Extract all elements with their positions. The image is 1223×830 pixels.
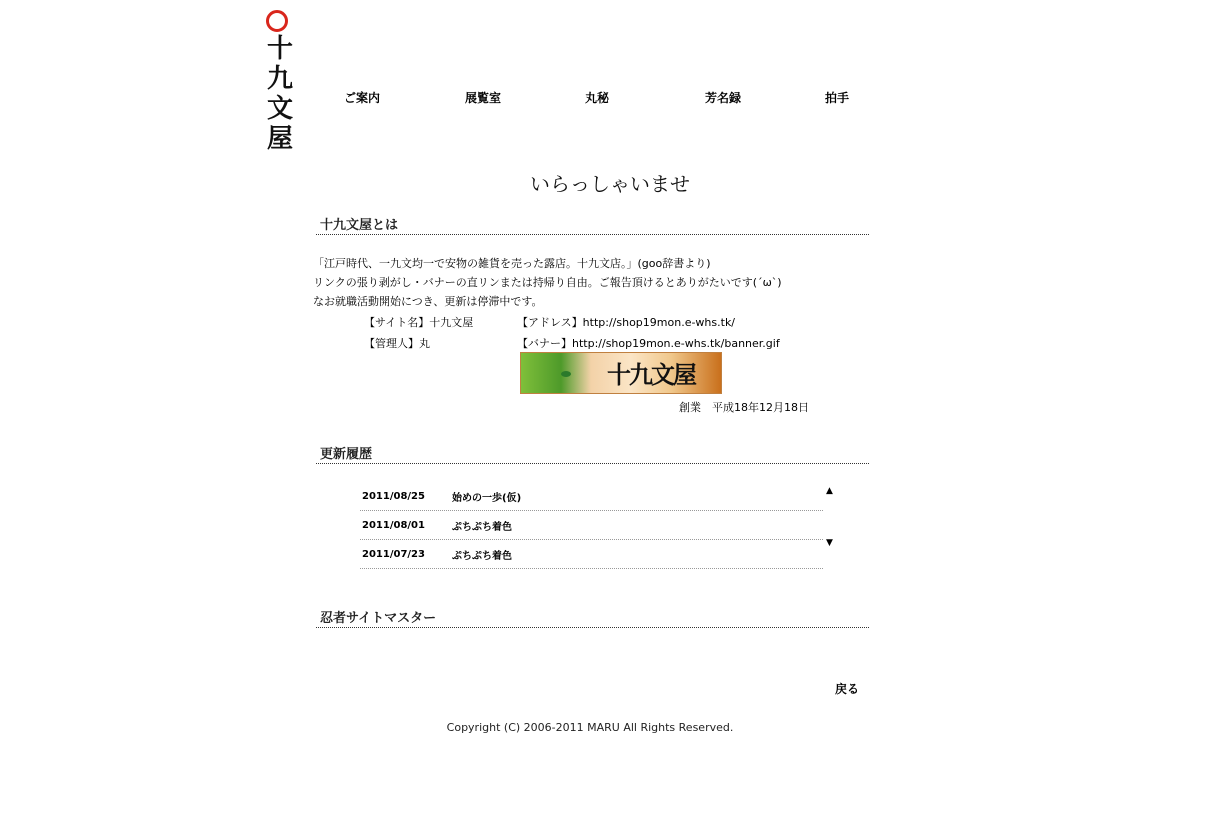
section-about-heading: 十九文屋とは	[316, 214, 869, 235]
nav-clap[interactable]: 拍手	[825, 91, 850, 105]
section-ninja-heading: 忍者サイトマスター	[316, 607, 869, 628]
scroll-down-icon[interactable]: ▼	[826, 538, 833, 548]
update-text: ぷちぷち着色	[452, 521, 512, 533]
intro-text	[313, 254, 782, 311]
update-history-list[interactable]	[360, 482, 823, 562]
nav-guestbook[interactable]: 芳名録	[705, 91, 742, 105]
back-link[interactable]: 戻る	[835, 682, 860, 696]
scroll-up-icon[interactable]: ▲	[826, 486, 833, 496]
site-banner-image[interactable]	[520, 352, 722, 394]
info-address: 【アドレス】http://shop19mon.e-whs.tk/	[517, 316, 736, 329]
info-site-name: 【サイト名】十九文屋	[364, 316, 474, 329]
intro-line: リンクの張り剥がし・バナーの直リンまたは持帰り自由。ご報告頂けるとありがたいです(´ω`)	[313, 276, 782, 289]
update-date: 2011/08/25	[362, 490, 425, 502]
update-date: 2011/08/01	[362, 519, 425, 531]
update-row	[360, 511, 823, 540]
banner-title: 十九文屋	[607, 360, 695, 389]
founded-date: 創業 平成18年12月18日	[679, 401, 809, 414]
info-banner-url: 【バナー】http://shop19mon.e-whs.tk/banner.gif	[517, 337, 780, 350]
copyright: Copyright (C) 2006-2011 MARU All Rights Reserved.	[446, 721, 734, 734]
nav-gallery[interactable]: 展覧室	[465, 91, 502, 105]
update-text: 始めの一歩(仮)	[452, 492, 522, 504]
section-history-heading: 更新履歴	[316, 443, 869, 464]
update-row	[360, 482, 823, 511]
nav-secret[interactable]: 丸秘	[585, 91, 610, 105]
nav-guide[interactable]: ご案内	[344, 91, 381, 105]
site-logo[interactable]	[262, 8, 298, 154]
intro-line: なお就職活動開始につき、更新は停滞中です。	[313, 295, 543, 308]
page-title: いらっしゃいませ	[530, 172, 690, 196]
logo-circle-icon	[266, 10, 288, 32]
info-admin: 【管理人】丸	[364, 337, 430, 350]
update-date: 2011/07/23	[362, 548, 425, 560]
intro-line: 「江戸時代、一九文均一で安物の雑貨を売った露店。十九文店。」(goo辞書より)	[313, 257, 711, 270]
banner-character-eye	[561, 371, 571, 377]
update-row	[360, 540, 823, 569]
logo-text: 十 九 文 屋	[266, 34, 293, 154]
update-text: ぷちぷち着色	[452, 550, 512, 562]
